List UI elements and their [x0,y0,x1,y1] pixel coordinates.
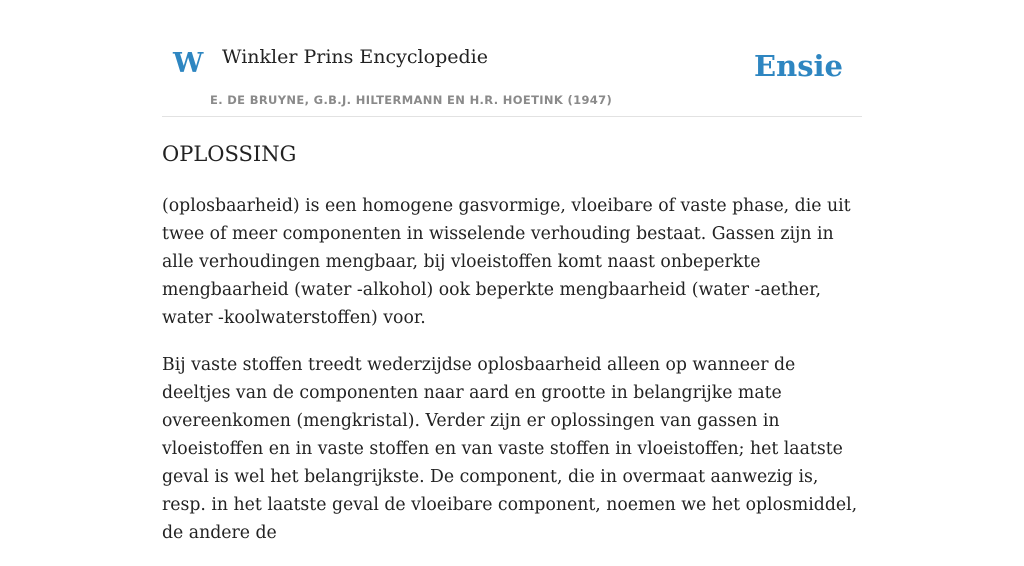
entry-paragraph: (oplosbaarheid) is een homogene gasvormige, vloeibare of vaste phase, die uit twee of meer componenten in wisselende verhouding bestaat. Gassen zijn in alle verhoudingen mengbaar, bij vloeistoffen komt naast onbeperkte mengbaarheid (water -alkohol) ook beperkte mengbaarheid (water -aether, water -koolwaterstoffen) voor. [162,196,851,328]
source-title[interactable]: Winkler Prins Encyclopedie [222,46,488,68]
entry-title: OPLOSSING [162,142,297,166]
source-authors: E. DE BRUYNE, G.B.J. HILTERMANN EN H.R. HOETINK (1947) [210,93,613,107]
brand-logo-link[interactable]: Ensie [754,49,843,83]
page-container [162,0,862,543]
source-logo-icon: W [173,48,204,79]
entry-paragraph: Bij vaste stoffen treedt wederzijdse oplosbaarheid alleen op wanneer de deeltjes van de componenten naar aard en grootte in belangrijke mate overeenkomen (mengkristal). Verder zijn er oplossingen van gassen in vloeistoffen en in vaste stoffen en van vaste stoffen in vloeistoffen; het laatste geval is wel het belangrijkste. De component, die in overmaat aanwezig is, resp. in het laatste geval de vloeibare component, noemen we het oplosmiddel, de andere de [162,355,858,543]
source-header [162,0,862,117]
entry-body [162,192,862,566]
